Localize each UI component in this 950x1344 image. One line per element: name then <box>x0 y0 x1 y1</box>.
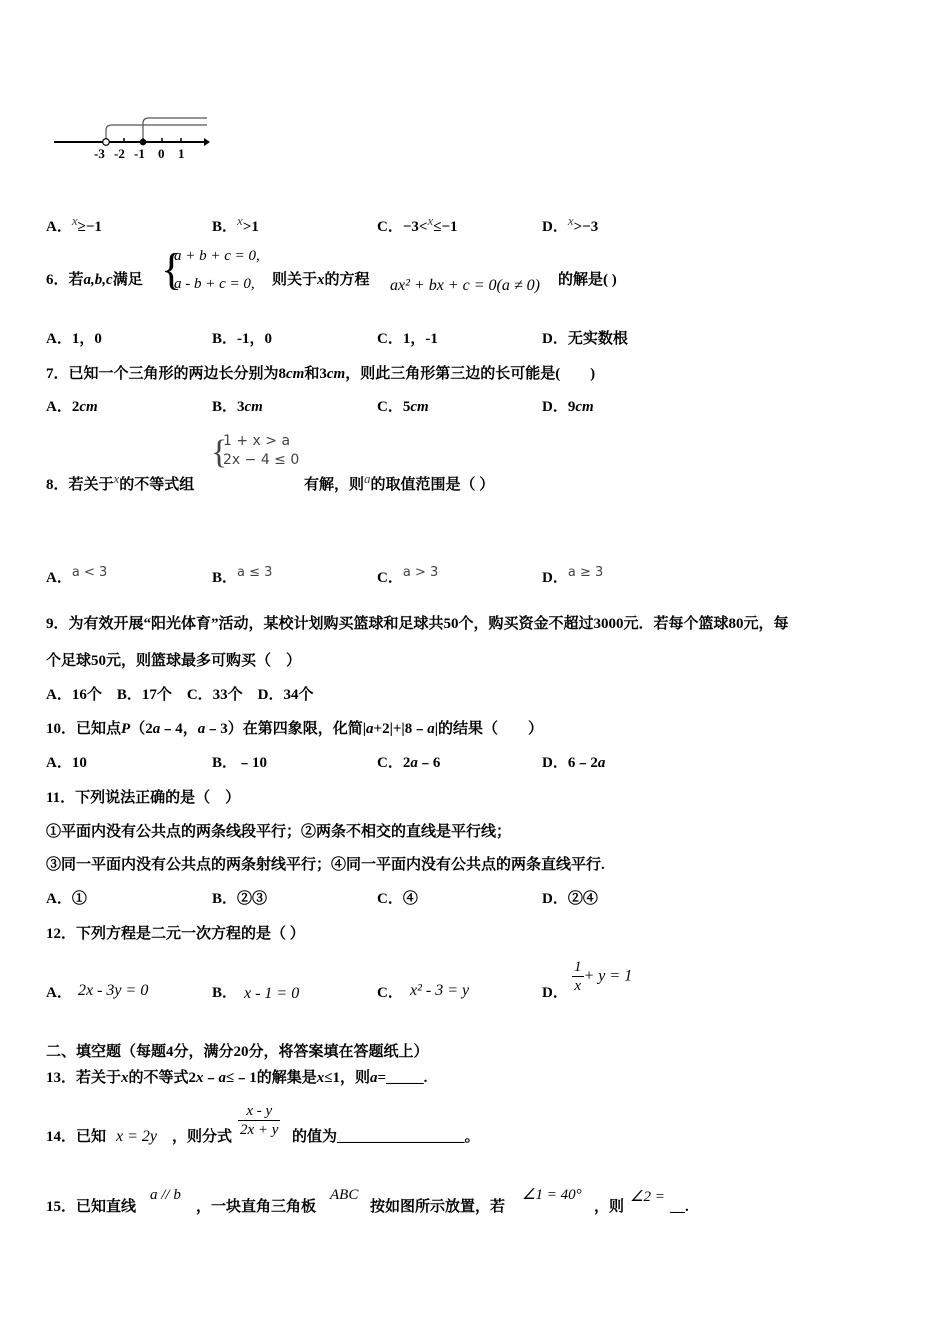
q7-option-d: D．9cm <box>542 399 594 415</box>
q12-expr-d: $\frac{1}{x}$ + y = 1 <box>574 959 633 994</box>
number-line-figure <box>52 112 212 164</box>
q8-stem-end: 有解，则$^a$的取值范围是（ ） <box>304 471 495 493</box>
q15-angle1: ∠1 = 40° <box>522 1187 582 1203</box>
q11-line2: ③同一平面内没有公共点的两条射线平行；④同一平面内没有公共点的两条直线平行. <box>46 857 605 873</box>
q12-fraction: $\frac{1}{x}$ <box>574 959 582 994</box>
section-title: 二、填空题（每题4分，满分20分，将答案填在答题纸上） <box>46 1044 429 1060</box>
q15-stem-mid1: ，一块直角三角板 <box>196 1199 317 1215</box>
q9-line1: 9．为有效开展“阳光体育”活动，某校计划购买篮球和足球共50个，购买资金不超过3000元．若每个篮球80元，每 <box>46 616 789 632</box>
q5-option-b: B．$^x$>1 <box>212 213 259 235</box>
tick-label: -3 <box>94 146 105 161</box>
tick-label: -1 <box>134 146 145 161</box>
q6-option-c: C．1，-1 <box>377 331 438 347</box>
q6-option-a: A．1，0 <box>46 331 102 347</box>
q13-text: 13．若关于x的不等式2x﹣a≤﹣1的解集是x≤1，则a=_____. <box>46 1070 428 1086</box>
range-bracket-left <box>106 125 207 138</box>
q12-expr-b: x - 1 = 0 <box>244 985 300 1002</box>
q15-stem-start: 15．已知直线 <box>46 1199 137 1215</box>
q6-stem-end: 的解是( ) <box>558 272 617 288</box>
q12-stem: 12．下列方程是二元一次方程的是（ ） <box>46 926 305 942</box>
q8-system: 1 + x > a 2x − 4 ≤ 0 <box>223 433 300 468</box>
q8-option-a: A．$^{a < 3}$ <box>46 565 108 586</box>
q7-option-c: C．5cm <box>377 399 429 415</box>
q12-option-d: D． <box>542 985 568 1001</box>
q14-stem-end: 的值为_________________。 <box>292 1129 480 1145</box>
q15-parallel: a // b <box>150 1187 181 1203</box>
q6-equation: ax² + bx + c = 0(a ≠ 0) <box>390 277 540 294</box>
number-line-arrow <box>204 138 210 146</box>
q12-option-b: B． <box>212 985 238 1001</box>
q10-option-d: D．6﹣2a <box>542 755 606 771</box>
q15-abc: ABC <box>330 1187 359 1203</box>
q7-stem: 7．已知一个三角形的两边长分别为8cm和3cm，则此三角形第三边的长可能是( ) <box>46 366 596 382</box>
q7-option-a: A．2cm <box>46 399 98 415</box>
q5-option-d: D．$^x$>−3 <box>542 213 599 235</box>
q11-stem: 11．下列说法正确的是（ ） <box>46 790 241 806</box>
tick-label: -2 <box>114 146 125 161</box>
q6-system: a + b + c = 0, a - b + c = 0, <box>174 248 260 292</box>
q8-brace: { <box>211 434 228 471</box>
q10-option-b: B．﹣10 <box>212 755 268 771</box>
q7-option-b: B．3cm <box>212 399 263 415</box>
q14-given: x = 2y <box>116 1128 157 1145</box>
q11-option-c: C．④ <box>377 891 418 907</box>
q10-option-a: A．10 <box>46 755 87 771</box>
q11-option-a: A．① <box>46 891 87 907</box>
q15-stem-mid2: 按如图所示放置，若 <box>370 1199 506 1215</box>
q14-stem-start: 14．已知 <box>46 1129 107 1145</box>
q8-option-d: D．$^{a \ge 3}$ <box>542 565 604 586</box>
q8-option-b: B．$^{a \le 3}$ <box>212 565 273 586</box>
q6-stem-middle: 则关于x的方程 <box>272 272 370 288</box>
q11-line1: ①平面内没有公共点的两条线段平行；②两条不相交的直线是平行线； <box>46 824 512 840</box>
q10-option-c: C．2a﹣6 <box>377 755 441 771</box>
q15-stem-mid3: ，则 <box>594 1199 625 1215</box>
closed-point <box>140 139 147 146</box>
q14-stem-mid: ，则分式 <box>172 1129 233 1145</box>
tick-label: 0 <box>158 146 165 161</box>
q6-option-d: D．无实数根 <box>542 331 628 347</box>
q10-stem: 10．已知点P（2a﹣4，a﹣3）在第四象限，化简|a+2|+|8﹣a|的结果（ ） <box>46 721 544 737</box>
q12-option-a: A． <box>46 985 72 1001</box>
q5-option-a: A．$^x$≥−1 <box>46 213 102 235</box>
q14-fraction: $\frac{x - y}{2x + y}$ <box>240 1103 279 1138</box>
q9-options: A．16个 B．17个 C．33个 D．34个 <box>46 687 314 703</box>
q6-option-b: B．-1，0 <box>212 331 273 347</box>
q5-option-c: C．−3<$^x$≤−1 <box>377 213 458 235</box>
q11-option-d: D．②④ <box>542 891 598 907</box>
q12-expr-a: 2x - 3y = 0 <box>78 982 149 999</box>
q11-option-b: B．②③ <box>212 891 268 907</box>
q8-option-c: C．$^{a > 3}$ <box>377 565 439 586</box>
q15-blank: __. <box>670 1199 689 1215</box>
q6-brace: { <box>161 245 183 294</box>
q15-angle2: ∠2 = <box>630 1189 665 1205</box>
tick-label: 1 <box>178 146 185 161</box>
q8-stem-start: 8．若关于$^x$的不等式组 <box>46 471 195 493</box>
q12-option-c: C． <box>377 985 403 1001</box>
range-bracket-right <box>143 118 207 138</box>
q12-expr-c: x² - 3 = y <box>410 982 470 999</box>
open-point <box>103 139 110 146</box>
q9-line2: 个足球50元，则篮球最多可购买（ ） <box>46 653 302 669</box>
q6-stem-start: 6．若a,b,c满足 <box>46 272 143 288</box>
